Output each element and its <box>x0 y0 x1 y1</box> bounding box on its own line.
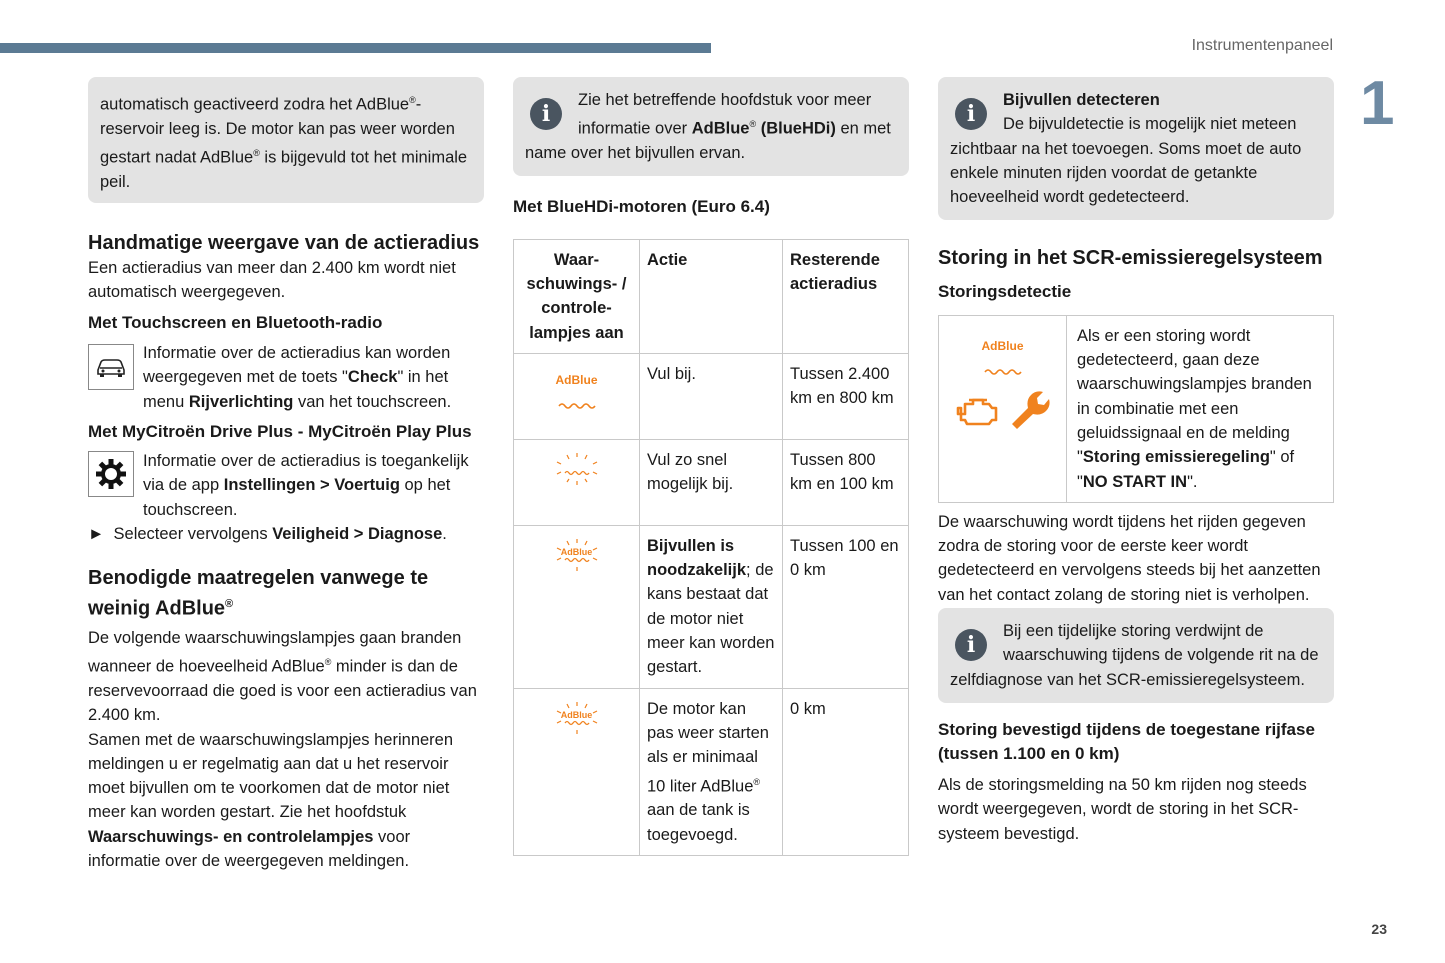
info-icon: i <box>955 629 987 661</box>
info-icon: i <box>955 98 987 130</box>
note-continued: automatisch geactiveerd zodra het AdBlue®-reservoir leeg is. De motor kan pas weer worden gestart nadat AdBlue® is bijgevuld tot het minimale peil. <box>88 77 484 203</box>
column-middle <box>513 77 909 856</box>
info-note: i Zie het betreffende hoofdstuk voor meer informatie over AdBlue® (BlueHDi) en met name over het bijvullen ervan. <box>513 77 909 176</box>
car-icon <box>88 344 134 390</box>
section-title-manual-range: Handmatige weergave van de actieradius <box>88 232 480 255</box>
adblue-lamp-cell <box>514 439 640 525</box>
table-row <box>514 525 909 688</box>
header-bar <box>0 43 711 53</box>
subsection-touchscreen: Met Touchscreen en Bluetooth-radio <box>88 312 383 332</box>
lamp-cell <box>939 315 1067 502</box>
page-number: 23 <box>1371 921 1387 937</box>
section-title-scr: Storing in het SCR-emissieregelsysteem <box>938 247 1323 270</box>
step-item: ► Selecteer vervolgens Veiligheid > Diagnose. <box>88 524 447 543</box>
table-cell: 0 km <box>783 688 909 855</box>
touchscreen-block: Informatie over de actieradius kan worden weergegeven met de toets "Check" in het menu Rijverlichting van het touchscreen. <box>88 341 484 414</box>
section-header: Instrumentenpaneel <box>1191 37 1333 54</box>
table-header: Actie <box>640 239 783 353</box>
info-note: i Bijvullen detecteren De bijvuldetectie is mogelijk niet meteen zichtbaar na het toevoegen. Soms moet de auto enkele minuten rijden voordat de getankte hoeveelheid wordt gedetecteerd. <box>938 77 1334 220</box>
adblue-lamp-cell <box>514 688 640 855</box>
subsection-detection: Storingsdetectie <box>938 282 1072 302</box>
section-title-low-adblue: Benodigde maatregelen vanwege te weinig AdBlue® <box>88 567 429 620</box>
bullet-icon: ► <box>88 524 105 543</box>
table-header: Resterende actieradius <box>783 239 909 353</box>
table-cell: Bijvullen is noodzakelijk; de kans bestaat dat de motor niet meer kan worden gestart. <box>640 525 783 688</box>
paragraph: Samen met de waarschuwingslampjes herinneren meldingen u er regelmatig aan dat u het reservoir moet bijvullen om te voorkomen dat de motor niet meer kan worden gestart. Zie het hoofdstuk Waarschuwings- en controlelampjes voor informatie over de weergegeven meldingen. <box>88 730 454 870</box>
adblue-lamp-cell <box>514 353 640 439</box>
info-icon: i <box>530 98 562 130</box>
table-cell: Tussen 800 km en 100 km <box>783 439 909 525</box>
table-header-row <box>514 239 909 353</box>
table-cell: Vul bij. <box>640 353 783 439</box>
table-cell: Tussen 100 en 0 km <box>783 525 909 688</box>
engine-icon <box>955 394 1001 430</box>
scr-table <box>938 315 1334 503</box>
warning-table <box>513 239 909 856</box>
table-cell: De motor kan pas weer starten als er minimaal 10 liter AdBlue® aan de tank is toegevoegd. <box>640 688 783 855</box>
paragraph: Een actieradius van meer dan 2.400 km wordt niet automatisch weergegeven. <box>88 259 456 302</box>
chapter-number: 1 <box>1360 69 1395 138</box>
column-right <box>938 77 1334 846</box>
table-row <box>939 315 1334 502</box>
table-row <box>514 353 909 439</box>
table-row <box>514 439 909 525</box>
table-cell: Tussen 2.400 km en 800 km <box>783 353 909 439</box>
table-cell: Vul zo snel mogelijk bij. <box>640 439 783 525</box>
paragraph: De waarschuwing wordt tijdens het rijden gegeven zodra de storing voor de eerste keer wordt gedetecteerd en vervolgens steeds bij het aanzetten van het contact zolang de storing niet is verholpen. <box>938 512 1321 604</box>
adblue-lamp-cell <box>514 525 640 688</box>
adblue-flashing-icon: AdBlue <box>553 701 601 735</box>
column-left <box>88 77 484 873</box>
gear-icon <box>88 451 134 497</box>
adblue-icon: AdBlue <box>949 334 1056 383</box>
table-row <box>514 688 909 855</box>
subsection-confirmed: Storing bevestigd tijdens de toegestane rijfase (tussen 1.100 en 0 km) <box>938 719 1315 763</box>
paragraph: Als de storingsmelding na 50 km rijden nog steeds wordt weergegeven, wordt de storing in het SCR-systeem bevestigd. <box>938 775 1307 843</box>
adblue-icon: AdBlue <box>521 368 632 417</box>
table-cell: Als er een storing wordt gedetecteerd, gaan deze waarschuwingslampjes branden in combinatie met een geluidssignaal en de melding "Storing emissieregeling" of "NO START IN". <box>1067 315 1334 502</box>
adblue-flashing-icon: AdBlue <box>553 538 601 572</box>
mycitroen-block: Informatie over de actieradius is toegankelijk via de app Instellingen > Voertuig op het touchscreen. <box>88 449 484 522</box>
info-note: i Bij een tijdelijke storing verdwijnt de waarschuwing tijdens de volgende rit na de zelfdiagnose van het SCR-emissieregelsysteem. <box>938 608 1334 703</box>
wrench-icon <box>1006 386 1050 430</box>
paragraph: De volgende waarschuwingslampjes gaan branden wanneer de hoeveelheid AdBlue® minder is dan de reservevoorraad die goed is voor een actieradius van 2.400 km. <box>88 628 477 725</box>
subsection-mycitroen: Met MyCitroën Drive Plus - MyCitroën Play Plus <box>88 421 472 441</box>
table-header: Waar-schuwings- / controle-lampjes aan <box>514 239 640 353</box>
adblue-flashing-icon <box>553 452 601 486</box>
subsection-bluehdi: Met BlueHDi-motoren (Euro 6.4) <box>513 197 770 217</box>
